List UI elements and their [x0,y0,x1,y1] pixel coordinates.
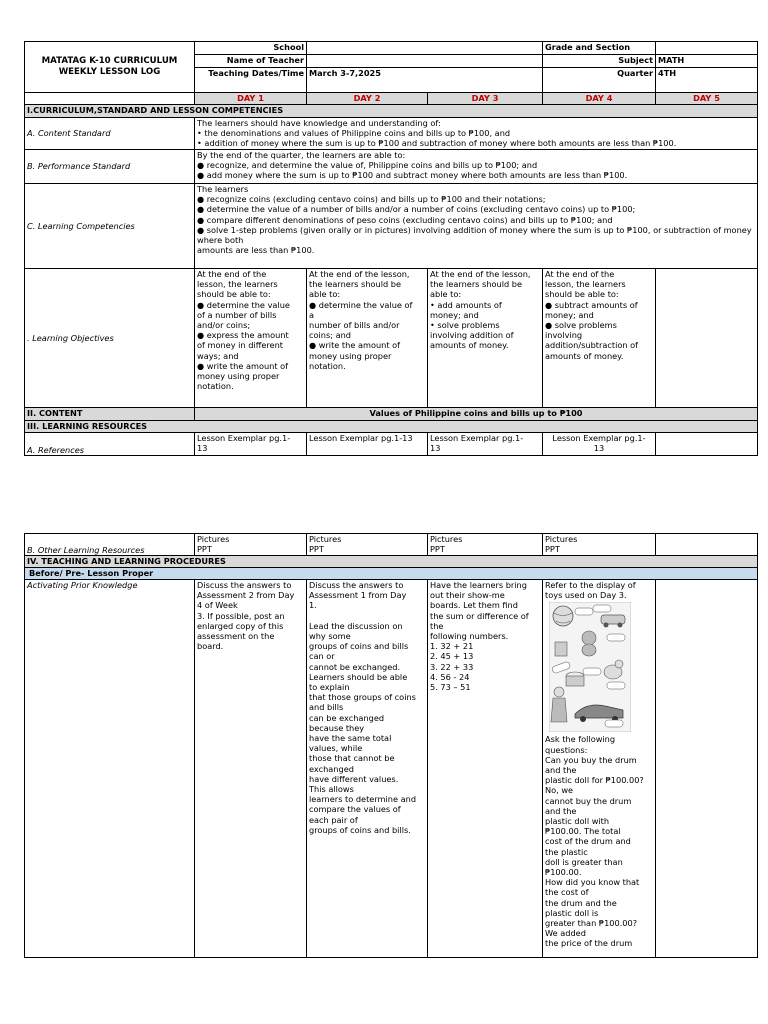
objectives-day-3: At the end of the lesson, the learners should be able to: • add amounts of money; and • solve problems involving addition of amounts of money. [428,269,543,408]
quarter-value[interactable]: 4TH [656,68,758,93]
references-day-5 [656,433,758,456]
section-1-heading: I.CURRICULUM,STANDARD AND LESSON COMPETENCIES [25,105,758,118]
references-day-3: Lesson Exemplar pg.1- 13 [428,433,543,456]
day-4-questions-text: Ask the following questions: Can you buy the drum and the plastic doll for ₱100.00? No, we cannot buy the drum and the plastic doll with ₱100.00. The total cost of the drum and the plastic doll is greater than ₱100.00. How did you know that the cost of the drum and the plastic doll is greater than ₱100.00? We added the price of the drum [545,734,644,949]
other-resources-day-2: Pictures PPT [307,534,428,556]
competencies-text: The learners ● recognize coins (excluding centavo coins) and bills up to ₱100 and their notations; ● determine the value of a number of bills and/or a number of coins (excluding centavo coins) up to ₱100; ● compare different denominations of peso coins (excluding centavo coins) and bills up to ₱100; and ● solve 1-step problems (given orally or in pictures) involving addition of money where the sum is up to ₱100, or subtraction of money where both amounts are less than ₱100. [195,184,758,269]
lesson-log-table-page-2 [24,533,758,958]
objectives-day-1: At the end of the lesson, the learners should be able to: ● determine the value of a number of bills and/or coins; ● express the amount of money in different ways; and ● write the amount of money using proper notation. [195,269,307,408]
activating-day-1: Discuss the answers to Assessment 2 from Day 4 of Week 3. If possible, post an enlarged copy of this assessment on the board. [195,580,307,958]
school-value[interactable] [307,42,543,55]
day-2-header: DAY 2 [307,93,428,105]
teacher-value[interactable] [307,55,543,68]
other-resources-day-4: Pictures PPT [543,534,656,556]
school-label: School [195,42,307,55]
activating-label: Activating Prior Knowledge [25,580,195,958]
day-1-header: DAY 1 [195,93,307,105]
objectives-day-5 [656,269,758,408]
objectives-day-2: At the end of the lesson, the learners should be able to: ● determine the value of a number of bills and/or coins; and ● write the amount of money using proper notation. [307,269,428,408]
activating-day-4 [543,580,656,958]
grade-label: Grade and Section [543,42,656,55]
section-3-heading: III. LEARNING RESOURCES [25,421,758,433]
content-standard-label: A. Content Standard [25,118,195,150]
references-label: A. References [25,433,195,456]
subject-value[interactable]: MATH [656,55,758,68]
day-header-blank [25,93,195,105]
day-3-header: DAY 3 [428,93,543,105]
before-lesson-heading: Before/ Pre- Lesson Proper [25,568,758,580]
objectives-day-4: At the end of the lesson, the learners should be able to: ● subtract amounts of money; and ● solve problems involving addition/subtraction of amounts of money. [543,269,656,408]
section-4-heading: IV. TEACHING AND LEARNING PROCEDURES [25,556,758,568]
dates-value[interactable]: March 3-7,2025 [307,68,543,93]
day-4-header: DAY 4 [543,93,656,105]
other-resources-day-5 [656,534,758,556]
content-standard-text: The learners should have knowledge and understanding of: • the denominations and values of Philippine coins and bills up to ₱100, and • addition of money where the sum is up to ₱100 and subtraction of money where both amounts are less than ₱100. [195,118,758,150]
day-5-header: DAY 5 [656,93,758,105]
performance-standard-text: By the end of the quarter, the learners are able to: ● recognize, and determine the value of, Philippine coins and bills up to ₱100; and ● add money where the sum is up to ₱100 and subtract money where both amounts are less than ₱100. [195,150,758,184]
log-title: MATATAG K-10 CURRICULUM WEEKLY LESSON LOG [25,42,195,93]
references-day-1: Lesson Exemplar pg.1- 13 [195,433,307,456]
other-resources-day-1: Pictures PPT [195,534,307,556]
references-day-4: Lesson Exemplar pg.1- 13 [543,433,656,456]
activating-day-5 [656,580,758,958]
subject-label: Subject [543,55,656,68]
other-resources-day-3: Pictures PPT [428,534,543,556]
activating-day-2: Discuss the answers to Assessment 1 from Day 1. Lead the discussion on why some groups of coins and bills can or cannot be exchanged. Learners should be able to explain that those groups of coins and bills can be exchanged because they have the same total values, while those that cannot be exchanged have different values. This allows learners to determine and compare the values of each pair of groups of coins and bills. [307,580,428,958]
day-4-intro-text: Refer to the display of toys used on Day 3. [545,580,636,601]
objectives-label: . Learning Objectives [25,269,195,408]
lesson-log-table-page-1 [24,41,758,456]
content-text: Values of Philippine coins and bills up to ₱100 [195,408,758,421]
section-2-heading: II. CONTENT [25,408,195,421]
toys-display-image [549,602,631,732]
performance-standard-label: B. Performance Standard [25,150,195,184]
teacher-label: Name of Teacher [195,55,307,68]
quarter-label: Quarter [543,68,656,93]
activating-day-3: Have the learners bring out their show-me boards. Let them find the sum or difference of the following numbers. 1. 32 + 21 2. 45 + 13 3. 22 + 33 4. 56 - 24 5. 73 – 51 [428,580,543,958]
other-resources-label: B. Other Learning Resources [25,534,195,556]
grade-value[interactable] [656,42,758,55]
competencies-label: C. Learning Competencies [25,184,195,269]
dates-label: Teaching Dates/Time [195,68,307,93]
references-day-2: Lesson Exemplar pg.1-13 [307,433,428,456]
